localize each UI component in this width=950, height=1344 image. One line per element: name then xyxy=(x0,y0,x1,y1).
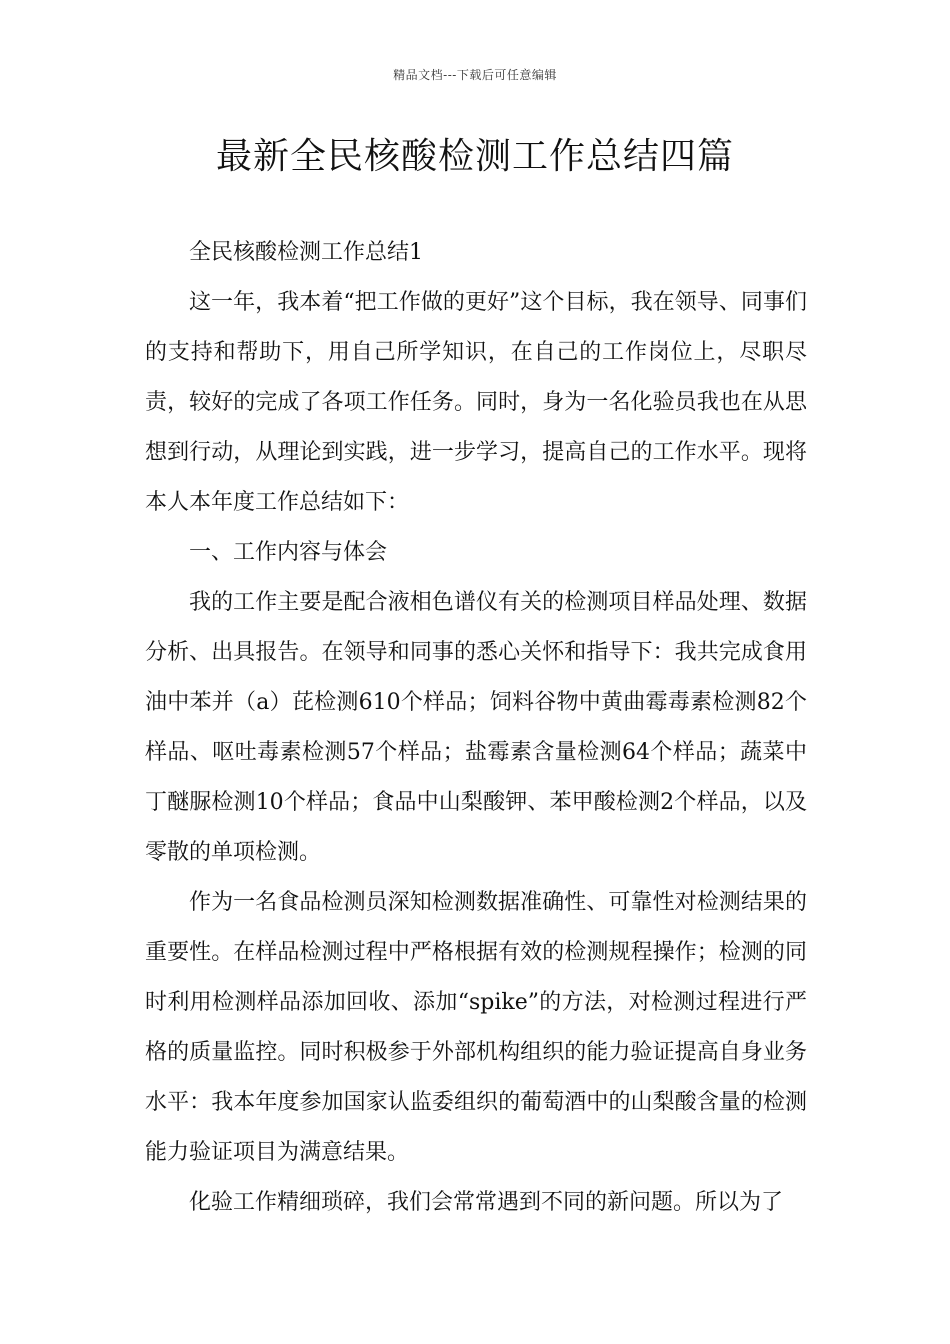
header-note: 精品文档---下载后可任意编辑 xyxy=(393,68,557,82)
paragraph: 化验工作精细琐碎，我们会常常遇到不同的新问题。所以为了 xyxy=(189,1190,784,1215)
section-heading: 全民核酸检测工作总结1 xyxy=(189,240,423,265)
paragraph: 作为一名食品检测员深知检测数据准确性、可靠性对检测结果的重要性。在样品检测过程中严格根据有效的检测规程操作；检测的同时利用检测样品添加回收、添加“spike”的方法，对检测过程进行严格的质量监控。同时积极参于外部机构组织的能力验证提高自身业务水平：我本年度参加国家认监委组织的葡萄酒中的山梨酸含量的检测能力验证项目为满意结果。 xyxy=(145,890,807,1165)
document-title: 最新全民核酸检测工作总结四篇 xyxy=(215,136,734,177)
paragraph: 我的工作主要是配合液相色谱仪有关的检测项目样品处理、数据分析、出具报告。在领导和同事的悉心关怀和指导下：我共完成食用油中苯并（a）芘检测610个样品；饲料谷物中黄曲霉毒素检测82个样品、呕吐毒素检测57个样品；盐霉素含量检测64个样品；蔬菜中丁醚脲检测10个样品；食品中山梨酸钾、苯甲酸检测2个样品，以及零散的单项检测。 xyxy=(145,590,807,865)
paragraph: 这一年，我本着“把工作做的更好”这个目标，我在领导、同事们的支持和帮助下，用自己所学知识，在自己的工作岗位上，尽职尽责，较好的完成了各项工作任务。同时，身为一名化验员我也在从思想到行动，从理论到实践，进一步学习，提高自己的工作水平。现将本人本年度工作总结如下： xyxy=(145,290,807,515)
section-heading: 一、工作内容与体会 xyxy=(189,540,388,565)
document-body xyxy=(145,228,807,1228)
